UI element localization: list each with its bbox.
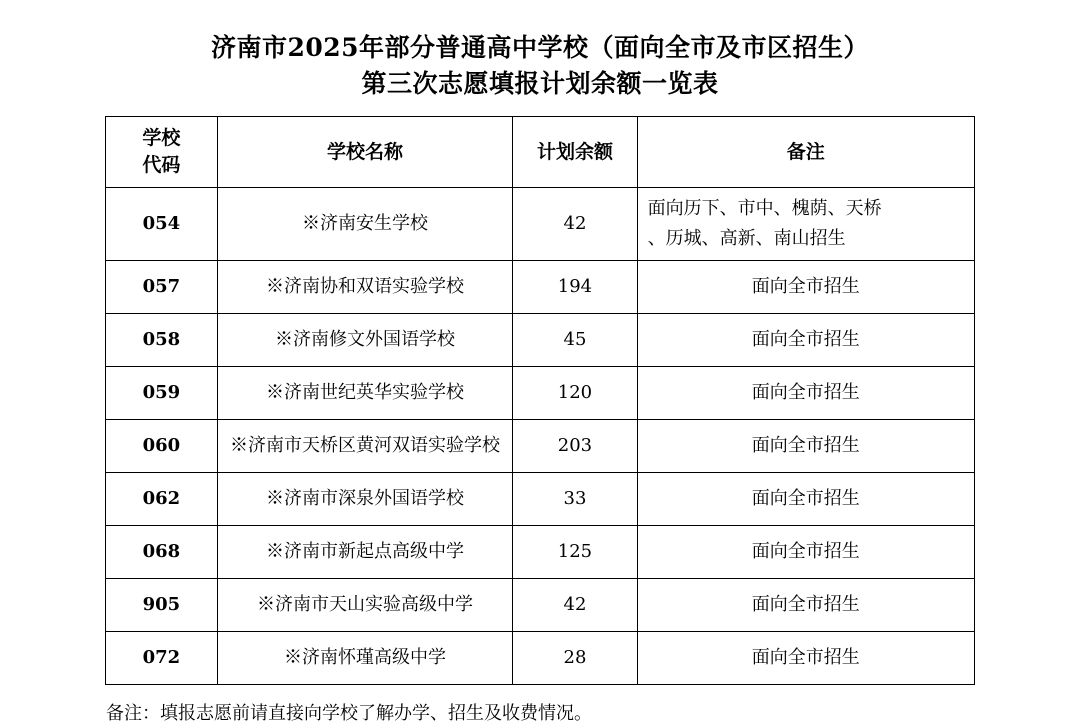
cell-remark-line1: 面向历下、市中、槐荫、天桥 bbox=[647, 198, 882, 219]
cell-school-code: 058 bbox=[106, 314, 218, 367]
cell-plan-quota: 194 bbox=[513, 261, 637, 314]
table-row bbox=[106, 473, 975, 526]
table-row bbox=[106, 526, 975, 579]
cell-remark: 面向全市招生 bbox=[637, 632, 974, 685]
cell-remark: 面向全市招生 bbox=[637, 420, 974, 473]
header-school-code-line2: 代码 bbox=[142, 154, 181, 176]
cell-plan-quota: 28 bbox=[513, 632, 637, 685]
table-row bbox=[106, 314, 975, 367]
cell-school-name: ※济南修文外国语学校 bbox=[217, 314, 513, 367]
cell-school-name: ※济南协和双语实验学校 bbox=[217, 261, 513, 314]
cell-remark-line2: 、历城、高新、南山招生 bbox=[647, 228, 846, 249]
cell-school-name: ※济南市深泉外国语学校 bbox=[217, 473, 513, 526]
cell-remark: 面向全市招生 bbox=[637, 261, 974, 314]
cell-school-code: 062 bbox=[106, 473, 218, 526]
header-row bbox=[106, 117, 975, 188]
cell-plan-quota: 203 bbox=[513, 420, 637, 473]
header-remark: 备注 bbox=[637, 117, 974, 188]
cell-school-name: ※济南市天山实验高级中学 bbox=[217, 579, 513, 632]
cell-remark: 面向全市招生 bbox=[637, 473, 974, 526]
cell-school-name: ※济南世纪英华实验学校 bbox=[217, 367, 513, 420]
title-line-1: 济南市2025年部分普通高中学校（面向全市及市区招生） bbox=[210, 33, 870, 62]
cell-school-code: 054 bbox=[106, 188, 218, 261]
plan-table-wrapper bbox=[105, 116, 975, 685]
cell-remark: 面向全市招生 bbox=[637, 314, 974, 367]
cell-plan-quota: 42 bbox=[513, 188, 637, 261]
plan-table bbox=[105, 116, 975, 685]
cell-school-name: ※济南怀瑾高级中学 bbox=[217, 632, 513, 685]
table-row bbox=[106, 632, 975, 685]
cell-plan-quota: 45 bbox=[513, 314, 637, 367]
cell-school-code: 060 bbox=[106, 420, 218, 473]
header-plan-quota: 计划余额 bbox=[513, 117, 637, 188]
table-row bbox=[106, 420, 975, 473]
cell-plan-quota: 33 bbox=[513, 473, 637, 526]
cell-school-name: ※济南安生学校 bbox=[217, 188, 513, 261]
cell-school-code: 057 bbox=[106, 261, 218, 314]
cell-school-code: 068 bbox=[106, 526, 218, 579]
cell-remark bbox=[637, 188, 974, 261]
cell-remark: 面向全市招生 bbox=[637, 579, 974, 632]
table-row bbox=[106, 261, 975, 314]
header-school-code bbox=[106, 117, 218, 188]
cell-school-name: ※济南市新起点高级中学 bbox=[217, 526, 513, 579]
table-row bbox=[106, 188, 975, 261]
cell-plan-quota: 120 bbox=[513, 367, 637, 420]
cell-plan-quota: 125 bbox=[513, 526, 637, 579]
footnote: 备注：填报志愿前请直接向学校了解办学、招生及收费情况。 bbox=[106, 703, 592, 724]
cell-remark: 面向全市招生 bbox=[637, 526, 974, 579]
table-row bbox=[106, 579, 975, 632]
cell-school-name: ※济南市天桥区黄河双语实验学校 bbox=[217, 420, 513, 473]
cell-plan-quota: 42 bbox=[513, 579, 637, 632]
cell-school-code: 059 bbox=[106, 367, 218, 420]
title-line-2: 第三次志愿填报计划余额一览表 bbox=[361, 69, 719, 98]
cell-school-code: 072 bbox=[106, 632, 218, 685]
cell-school-code: 905 bbox=[106, 579, 218, 632]
table-row bbox=[106, 367, 975, 420]
header-school-name: 学校名称 bbox=[217, 117, 513, 188]
cell-remark: 面向全市招生 bbox=[637, 367, 974, 420]
document-title bbox=[0, 0, 1080, 102]
table-header bbox=[106, 117, 975, 188]
table-body bbox=[106, 188, 975, 685]
header-school-code-line1: 学校 bbox=[142, 127, 181, 149]
